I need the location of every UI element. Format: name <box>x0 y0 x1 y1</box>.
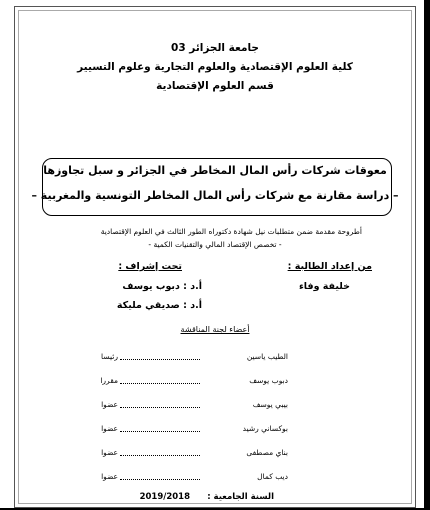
academic-year-label: السنة الجامعية : <box>207 492 274 502</box>
page-edge-right <box>424 0 430 510</box>
thesis-specialization: - تخصص الإقتصاد المالي والتقنيات الكمية - <box>148 240 282 249</box>
dotted-leader <box>120 383 200 384</box>
committee-title: أعضاء لجنة المناقشة <box>180 325 250 334</box>
university-name: جامعة الجزائر 03 <box>171 42 259 54</box>
thesis-title-main: معوقات شركات رأس المال المخاطر في الجزائر و سبل تجاوزها <box>43 164 387 177</box>
committee-member-name: دبوب يوسف <box>249 376 288 385</box>
committee-member-role: عضوا <box>101 400 118 409</box>
committee-member-name: بوكساني رشيد <box>242 424 288 433</box>
supervisor-name-2: أ.د : صديقي مليكة <box>116 300 202 311</box>
thesis-title-subtitle: – دراسة مقارنة مع شركات رأس المال المخاطر التونسية والمغربية – <box>31 189 399 202</box>
committee-member-role: مقررا <box>100 376 118 385</box>
dotted-leader <box>120 431 200 432</box>
committee-member-name: ديب كمال <box>257 472 288 481</box>
committee-member-name: الطيب ياسين <box>246 352 288 361</box>
committee-member-role: عضوا <box>101 448 118 457</box>
supervisor-label: تحت إشراف : <box>118 261 182 272</box>
academic-year: 2019/2018 <box>139 492 190 502</box>
faculty-name: كلية العلوم الإقتصادية والعلوم التجارية وعلوم التسيير <box>77 61 353 73</box>
committee-member-name: بناي مصطفى <box>246 448 288 457</box>
student-name: خليفة وفاء <box>298 281 350 292</box>
supervisor-name-1: أ.د : دبوب يوسف <box>122 281 202 292</box>
dotted-leader <box>120 455 200 456</box>
dotted-leader <box>120 479 200 480</box>
dotted-leader <box>120 407 200 408</box>
committee-member-name: بيبي يوسف <box>252 400 288 409</box>
committee-member-role: رئيسا <box>101 352 118 361</box>
department-name: قسم العلوم الإقتصادية <box>156 80 274 92</box>
committee-member-role: عضوا <box>101 424 118 433</box>
dotted-leader <box>120 359 200 360</box>
committee-member-role: عضوا <box>101 472 118 481</box>
student-label: من إعداد الطالبة : <box>287 261 372 272</box>
thesis-description: أطروحة مقدمة ضمن متطلبات نيل شهادة دكتوراه الطور الثالث في العلوم الإقتصادية <box>100 227 362 236</box>
